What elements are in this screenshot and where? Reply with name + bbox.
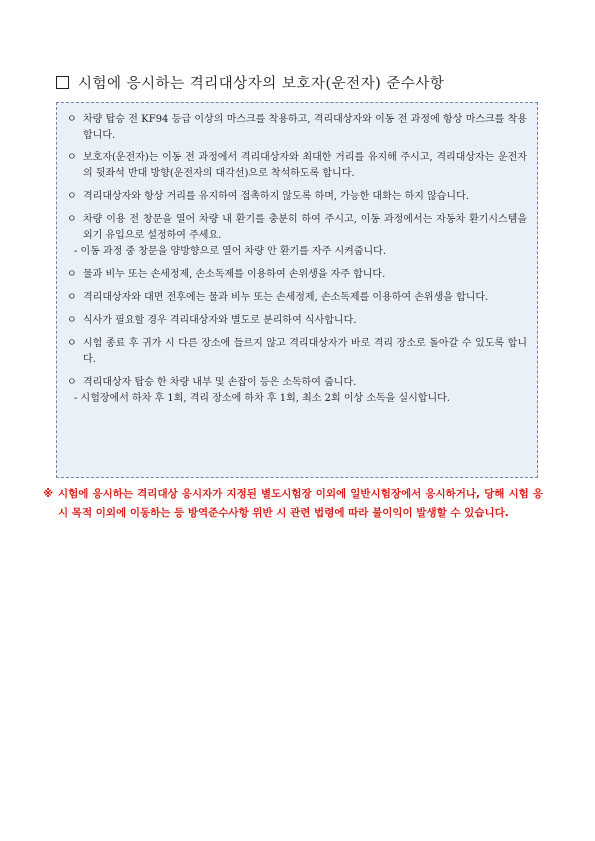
checkbox-square-icon (56, 76, 69, 89)
bullet-icon: ㅇ (67, 152, 77, 163)
penalty-warning-text: 시험에 응시하는 격리대상 응시자가 지정된 별도시험장 이외에 일반시험장에서 응시하거나, 당해 시험 응시 목적 이외에 이동하는 등 방역준수사항 위반 시 관련 법령에 따라 불이익이 발생할 수 있습니다. (58, 488, 543, 519)
bullet-icon: ㅇ (67, 191, 77, 202)
guideline-text: 격리대상자와 항상 거리를 유지하여 접촉하지 않도록 하며, 가능한 대화는 하지 않습니다. (83, 191, 469, 202)
guideline-subitem: - 시험장에서 하차 후 1회, 격리 장소에 하차 후 1회, 최소 2회 이상 소독을 실시합니다. (74, 393, 450, 404)
guideline-item (67, 336, 527, 368)
guideline-item (67, 150, 527, 182)
penalty-warning (43, 485, 543, 523)
guideline-text: 물과 비누 또는 손세정제, 손소독제를 이용하여 손위생을 자주 합니다. (83, 269, 386, 280)
bullet-icon: ㅇ (67, 114, 77, 125)
guideline-item (67, 212, 527, 244)
bullet-icon: ㅇ (67, 315, 77, 326)
bullet-icon: ㅇ (67, 214, 77, 225)
guideline-item (67, 112, 527, 144)
guideline-item (67, 313, 527, 329)
bullet-icon: ㅇ (67, 292, 77, 303)
guidelines-panel (56, 102, 538, 478)
bullet-icon: ㅇ (67, 338, 77, 349)
reference-mark-icon: ※ (43, 488, 54, 500)
guideline-item (67, 189, 527, 205)
guideline-text: 차량 이용 전 창문을 열어 차량 내 환기를 충분히 하여 주시고, 이동 과정에서는 자동차 환기시스템을 외기 유입으로 설정하여 주세요. (83, 214, 527, 241)
guideline-text: 격리대상자와 대면 전후에는 물과 비누 또는 손세정제, 손소독제를 이용하여 손위생을 합니다. (83, 292, 489, 303)
guideline-item (67, 375, 527, 391)
bullet-icon: ㅇ (67, 377, 77, 388)
guideline-text: 보호자(운전자)는 이동 전 과정에서 격리대상자와 최대한 거리를 유지해 주시고, 격리대상자는 운전자의 뒷좌석 반대 방향(운전자의 대각선)으로 착석하도록 합니다. (83, 152, 527, 179)
guideline-text: 식사가 필요할 경우 격리대상자와 별도로 분리하여 식사합니다. (83, 315, 357, 326)
guideline-text: 격리대상자 탑승 한 차량 내부 및 손잡이 등은 소독하여 줍니다. (83, 377, 357, 388)
bullet-icon: ㅇ (67, 269, 77, 280)
section-heading (56, 72, 555, 93)
section-heading-text: 시험에 응시하는 격리대상자의 보호자(운전자) 준수사항 (78, 76, 445, 92)
guideline-text: 차량 탑승 전 KF94 등급 이상의 마스크를 착용하고, 격리대상자와 이동 전 과정에 항상 마스크를 착용합니다. (83, 114, 527, 141)
guideline-subitem: - 이동 과정 중 창문을 양방향으로 열어 차량 안 환기를 자주 시켜줍니다. (74, 246, 387, 257)
guideline-item (67, 290, 527, 306)
guideline-item (67, 267, 527, 283)
guideline-text: 시험 종료 후 귀가 시 다른 장소에 들르지 않고 격리대상자가 바로 격리 장소로 돌아갈 수 있도록 합니다. (83, 338, 527, 365)
